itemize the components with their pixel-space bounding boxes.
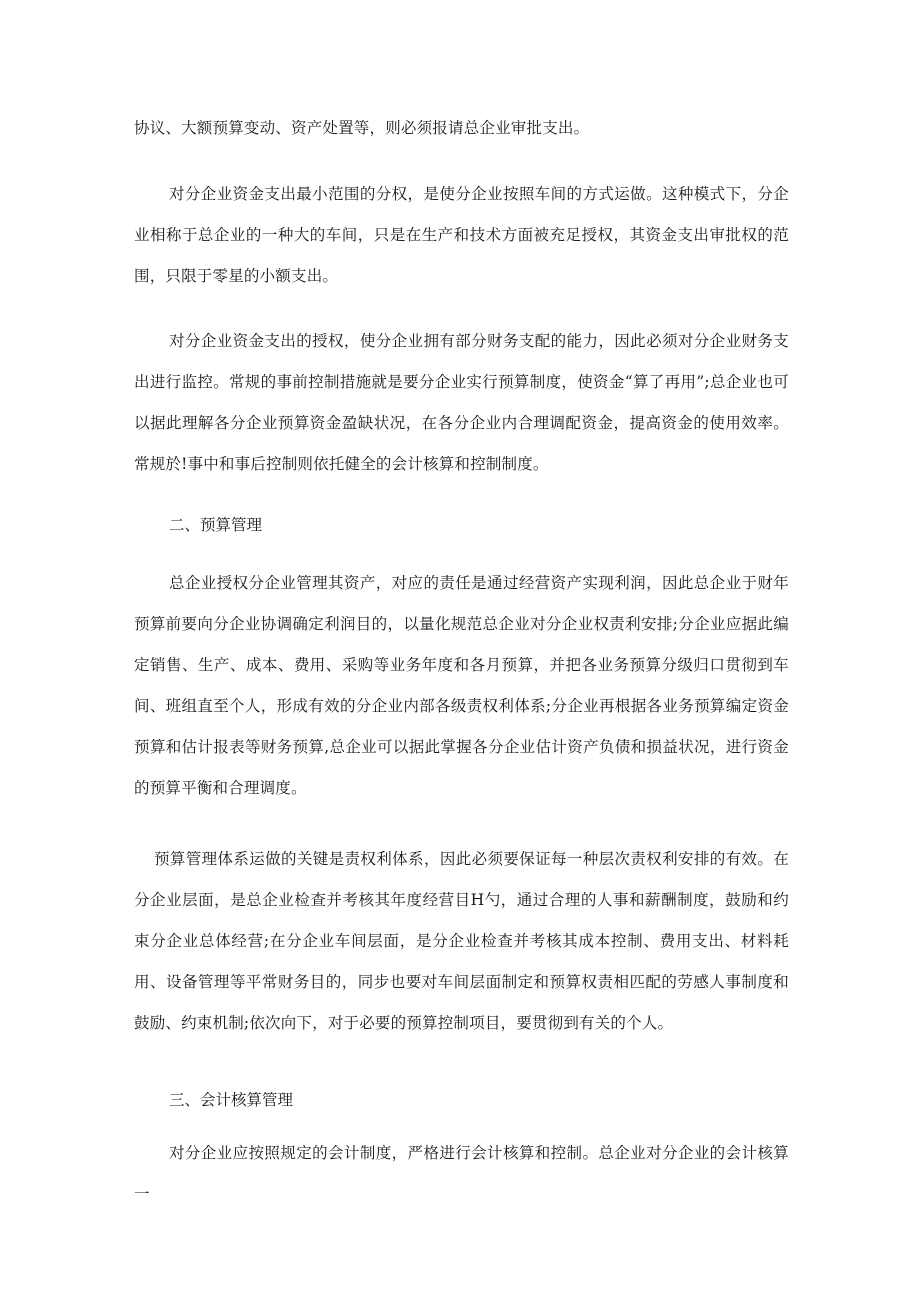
paragraph-1: 协议、大额预算变动、资产处置等，则必须报请总企业审批支出。 [134, 119, 590, 137]
paragraph-6: 对分企业应按照规定的会计制度，严格进行会计核算和控制。总企业对分企业的会计核算一 [134, 1144, 789, 1203]
paragraph-4: 总企业授权分企业管理其资产，对应的责任是通过经营资产实现利润，因此总企业于财年预算前要向分企业协调确定利润目的，以量化规范总企业对分企业权责利安排;分企业应据此编定销售、生产、成本、费用、采购等业务年度和各月预算，并把各业务预算分级归口贯彻到车间、班组直至个人，形成有效的分企业内部各级责权利体系;分企业再根据各业务预算编定资金预算和估计报表等财务预算,总企业可以据此掌握各分企业估计资产负债和损益状况，进行资金的预算平衡和合理调度。 [134, 574, 789, 797]
section-heading-accounting-management: 三、会计核算管理 [169, 1091, 294, 1109]
paragraph-2: 对分企业资金支出最小范围的分权，是使分企业按照车间的方式运做。这种模式下，分企业相称于总企业的一种大的车间，只是在生产和技术方面被充足授权，其资金支出审批权的范围，只限于零星的小额支出。 [134, 185, 789, 285]
section-heading-budget-management: 二、预算管理 [169, 516, 263, 534]
paragraph-3: 对分企业资金支出的授权，使分企业拥有部分财务支配的能力，因此必须对分企业财务支出进行监控。常规的事前控制措施就是要分企业实行预算制度，使资金“算了再用”;总企业也可以据此理解各分企业预算资金盈缺状况，在各分企业内合理调配资金，提高资金的使用效率。常规於!事中和事后控制则依托健全的会计核算和控制制度。 [134, 332, 789, 473]
paragraph-5: 预算管理体系运做的关键是责权利体系，因此必须要保证每一种层次责权利安排的有效。在分企业层面，是总企业检查并考核其年度经营目H勺，通过合理的人事和薪酬制度，鼓励和约束分企业总体经营;在分企业车间层面，是分企业检查并考核其成本控制、费用支出、材料耗用、设备管理等平常财务目的，同步也要对车间层面制定和预算权责相匹配的劳感人事制度和鼓励、约束机制;依次向下，对于必要的预算控制项目，要贯彻到有关的个人。 [134, 850, 789, 1032]
